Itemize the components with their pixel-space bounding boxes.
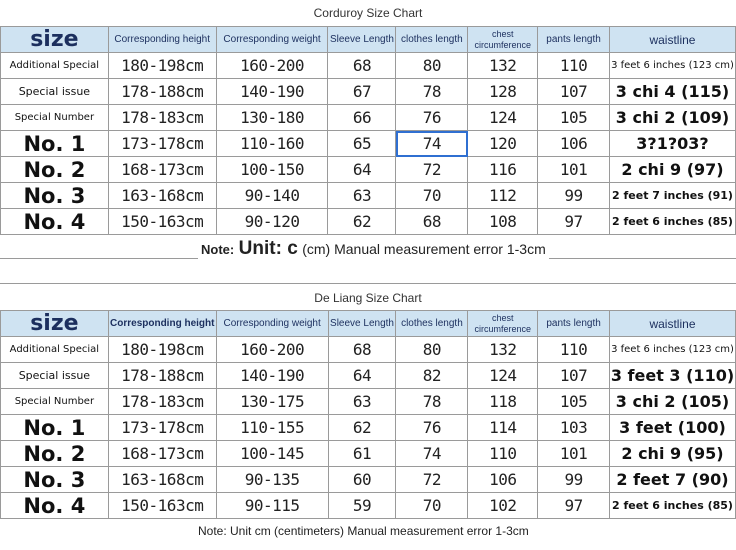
- sleeve-cell[interactable]: 65: [328, 131, 396, 157]
- note-unit: Unit: c: [238, 238, 298, 259]
- sleeve-cell[interactable]: 62: [328, 209, 396, 235]
- waist-cell[interactable]: 3 chi 4 (115): [609, 79, 735, 105]
- size-cell[interactable]: No. 3: [1, 467, 109, 493]
- chest-cell[interactable]: 132: [468, 53, 538, 79]
- table-row: [1, 131, 736, 157]
- table-row: [1, 183, 736, 209]
- height-cell[interactable]: 168-173cm: [108, 157, 216, 183]
- clothes-cell[interactable]: 76: [396, 105, 468, 131]
- table-row: [1, 389, 736, 415]
- header-weight[interactable]: Corresponding weight: [216, 27, 328, 53]
- header-chest[interactable]: chest circumference: [468, 311, 538, 337]
- weight-cell[interactable]: 160-200: [216, 337, 328, 363]
- clothes-cell[interactable]: 76: [396, 415, 468, 441]
- sleeve-cell[interactable]: 68: [328, 337, 396, 363]
- waist-cell[interactable]: 2 feet 6 inches (85): [609, 493, 735, 519]
- size-cell[interactable]: No. 2: [1, 157, 109, 183]
- clothes-cell[interactable]: 74: [396, 441, 468, 467]
- weight-cell[interactable]: 100-150: [216, 157, 328, 183]
- waist-cell[interactable]: 2 chi 9 (97): [609, 157, 735, 183]
- table-row: [1, 363, 736, 389]
- size-cell[interactable]: No. 2: [1, 441, 109, 467]
- pants-cell[interactable]: 106: [538, 131, 610, 157]
- size-cell[interactable]: No. 1: [1, 131, 109, 157]
- pants-cell[interactable]: 101: [538, 441, 610, 467]
- chest-cell[interactable]: 108: [468, 209, 538, 235]
- waist-cell[interactable]: 2 feet 7 (90): [609, 467, 735, 493]
- pants-cell[interactable]: 99: [538, 183, 610, 209]
- height-cell[interactable]: 180-198cm: [108, 337, 216, 363]
- header-row: [1, 311, 736, 337]
- height-cell[interactable]: 178-183cm: [108, 389, 216, 415]
- sleeve-cell[interactable]: 68: [328, 53, 396, 79]
- size-cell[interactable]: Additional Special: [1, 53, 109, 79]
- height-cell[interactable]: 178-183cm: [108, 105, 216, 131]
- chest-cell[interactable]: 112: [468, 183, 538, 209]
- sleeve-cell[interactable]: 59: [328, 493, 396, 519]
- header-pants[interactable]: pants length: [538, 27, 610, 53]
- pants-cell[interactable]: 107: [538, 363, 610, 389]
- waist-cell[interactable]: 3 feet 6 inches (123 cm): [609, 337, 735, 363]
- clothes-cell[interactable]: 68: [396, 209, 468, 235]
- header-row: [1, 27, 736, 53]
- size-cell[interactable]: Special issue: [1, 363, 109, 389]
- size-cell[interactable]: No. 1: [1, 415, 109, 441]
- clothes-cell-selected[interactable]: 74: [396, 131, 468, 157]
- waist-cell[interactable]: 3 feet 6 inches (123 cm): [609, 53, 735, 79]
- table-row: [1, 209, 736, 235]
- header-waist[interactable]: waistline: [609, 311, 735, 337]
- weight-cell[interactable]: 110-155: [216, 415, 328, 441]
- header-waist[interactable]: waistline: [609, 27, 735, 53]
- corduroy-note: [198, 238, 549, 260]
- header-pants[interactable]: pants length: [538, 311, 610, 337]
- weight-cell[interactable]: 110-160: [216, 131, 328, 157]
- height-cell[interactable]: 163-168cm: [108, 467, 216, 493]
- weight-cell[interactable]: 160-200: [216, 53, 328, 79]
- chest-cell[interactable]: 124: [468, 363, 538, 389]
- chest-cell[interactable]: 120: [468, 131, 538, 157]
- sleeve-cell[interactable]: 63: [328, 183, 396, 209]
- clothes-cell[interactable]: 78: [396, 389, 468, 415]
- weight-cell[interactable]: 90-120: [216, 209, 328, 235]
- clothes-cell[interactable]: 80: [396, 53, 468, 79]
- table-row: [1, 337, 736, 363]
- weight-cell[interactable]: 90-140: [216, 183, 328, 209]
- pants-cell[interactable]: 101: [538, 157, 610, 183]
- table-row: [1, 415, 736, 441]
- corduroy-chart-title: Corduroy Size Chart: [313, 6, 423, 20]
- waist-cell[interactable]: 3 chi 2 (105): [609, 389, 735, 415]
- chest-cell[interactable]: 118: [468, 389, 538, 415]
- sleeve-cell[interactable]: 61: [328, 441, 396, 467]
- pants-cell[interactable]: 105: [538, 389, 610, 415]
- header-sleeve[interactable]: Sleeve Length: [328, 311, 396, 337]
- corduroy-size-table: [0, 26, 736, 235]
- chest-cell[interactable]: 132: [468, 337, 538, 363]
- pants-cell[interactable]: 105: [538, 105, 610, 131]
- table-row: [1, 105, 736, 131]
- weight-cell[interactable]: 130-180: [216, 105, 328, 131]
- height-cell[interactable]: 173-178cm: [108, 415, 216, 441]
- waist-cell[interactable]: 3?1?03?: [609, 131, 735, 157]
- weight-cell[interactable]: 100-145: [216, 441, 328, 467]
- table-row: [1, 53, 736, 79]
- height-cell[interactable]: 168-173cm: [108, 441, 216, 467]
- deliang-chart-title: De Liang Size Chart: [314, 291, 422, 305]
- clothes-cell[interactable]: 70: [396, 183, 468, 209]
- sleeve-cell[interactable]: 63: [328, 389, 396, 415]
- height-cell[interactable]: 180-198cm: [108, 53, 216, 79]
- header-size[interactable]: size: [1, 27, 109, 53]
- pants-cell[interactable]: 97: [538, 209, 610, 235]
- table-row: [1, 441, 736, 467]
- size-cell[interactable]: No. 4: [1, 493, 109, 519]
- size-cell[interactable]: Special Number: [1, 105, 109, 131]
- sleeve-cell[interactable]: 64: [328, 157, 396, 183]
- table-row: [1, 157, 736, 183]
- weight-cell[interactable]: 140-190: [216, 79, 328, 105]
- clothes-cell[interactable]: 82: [396, 363, 468, 389]
- deliang-note: Note: Unit cm (centimeters) Manual measurement error 1-3cm: [195, 524, 532, 538]
- pants-cell[interactable]: 110: [538, 337, 610, 363]
- weight-cell[interactable]: 140-190: [216, 363, 328, 389]
- height-cell[interactable]: 178-188cm: [108, 79, 216, 105]
- clothes-cell[interactable]: 72: [396, 467, 468, 493]
- height-cell[interactable]: 178-188cm: [108, 363, 216, 389]
- chest-cell[interactable]: 106: [468, 467, 538, 493]
- sleeve-cell[interactable]: 66: [328, 105, 396, 131]
- header-size[interactable]: size: [1, 311, 109, 337]
- height-cell[interactable]: 150-163cm: [108, 493, 216, 519]
- pants-cell[interactable]: 110: [538, 53, 610, 79]
- height-cell[interactable]: 173-178cm: [108, 131, 216, 157]
- chest-cell[interactable]: 124: [468, 105, 538, 131]
- header-sleeve[interactable]: Sleeve Length: [328, 27, 396, 53]
- size-cell[interactable]: No. 3: [1, 183, 109, 209]
- clothes-cell[interactable]: 72: [396, 157, 468, 183]
- note-rest: (cm) Manual measurement error 1-3cm: [302, 241, 546, 257]
- grid-divider: [0, 283, 736, 284]
- chest-cell[interactable]: 116: [468, 157, 538, 183]
- pants-cell[interactable]: 99: [538, 467, 610, 493]
- table-row: [1, 467, 736, 493]
- note-prefix: Note:: [201, 242, 235, 257]
- waist-cell[interactable]: 3 chi 2 (109): [609, 105, 735, 131]
- header-chest[interactable]: chest circumference: [468, 27, 538, 53]
- deliang-size-table: [0, 310, 736, 519]
- header-height[interactable]: Corresponding height: [108, 27, 216, 53]
- sleeve-cell[interactable]: 64: [328, 363, 396, 389]
- chest-cell[interactable]: 110: [468, 441, 538, 467]
- clothes-cell[interactable]: 80: [396, 337, 468, 363]
- pants-cell[interactable]: 103: [538, 415, 610, 441]
- pants-cell[interactable]: 97: [538, 493, 610, 519]
- clothes-cell[interactable]: 78: [396, 79, 468, 105]
- waist-cell[interactable]: 2 feet 6 inches (85): [609, 209, 735, 235]
- sleeve-cell[interactable]: 60: [328, 467, 396, 493]
- size-cell[interactable]: Special issue: [1, 79, 109, 105]
- sleeve-cell[interactable]: 62: [328, 415, 396, 441]
- table-row: [1, 493, 736, 519]
- clothes-cell[interactable]: 70: [396, 493, 468, 519]
- pants-cell[interactable]: 107: [538, 79, 610, 105]
- chest-cell[interactable]: 114: [468, 415, 538, 441]
- header-clothes[interactable]: clothes length: [396, 311, 468, 337]
- height-cell[interactable]: 150-163cm: [108, 209, 216, 235]
- weight-cell[interactable]: 90-135: [216, 467, 328, 493]
- sleeve-cell[interactable]: 67: [328, 79, 396, 105]
- chest-cell[interactable]: 128: [468, 79, 538, 105]
- header-weight[interactable]: Corresponding weight: [216, 311, 328, 337]
- header-height[interactable]: Corresponding height: [108, 311, 216, 337]
- waist-cell[interactable]: 2 chi 9 (95): [609, 441, 735, 467]
- header-clothes[interactable]: clothes length: [396, 27, 468, 53]
- weight-cell[interactable]: 130-175: [216, 389, 328, 415]
- height-cell[interactable]: 163-168cm: [108, 183, 216, 209]
- weight-cell[interactable]: 90-115: [216, 493, 328, 519]
- size-cell[interactable]: No. 4: [1, 209, 109, 235]
- size-cell[interactable]: Additional Special: [1, 337, 109, 363]
- waist-cell[interactable]: 3 feet (100): [609, 415, 735, 441]
- waist-cell[interactable]: 3 feet 3 (110): [609, 363, 735, 389]
- size-cell[interactable]: Special Number: [1, 389, 109, 415]
- waist-cell[interactable]: 2 feet 7 inches (91): [609, 183, 735, 209]
- chest-cell[interactable]: 102: [468, 493, 538, 519]
- table-row: [1, 79, 736, 105]
